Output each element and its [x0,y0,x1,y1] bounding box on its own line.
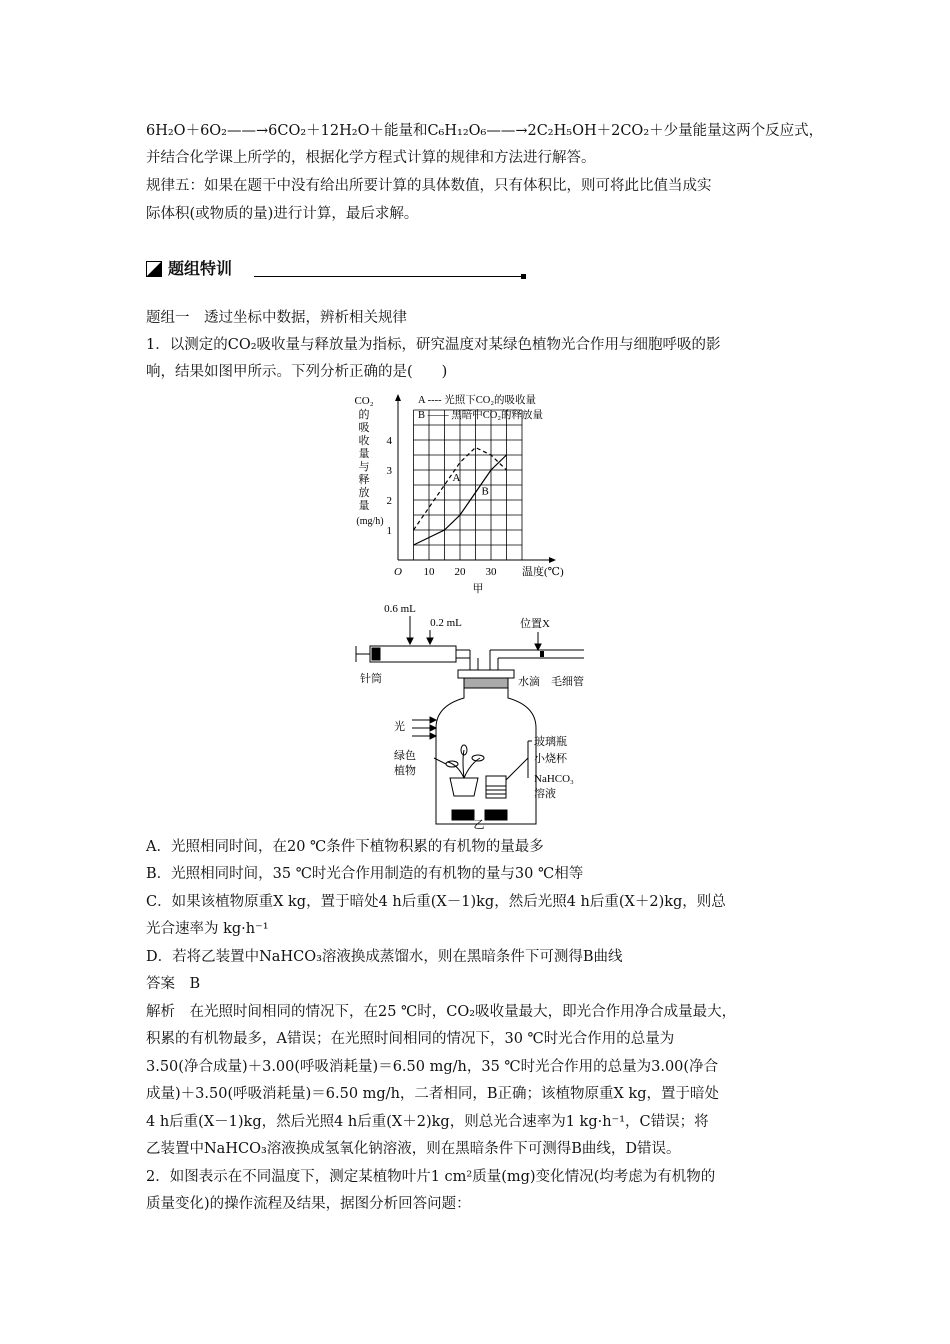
apparatus-caption: 乙 [473,819,485,831]
section-rule-end [521,274,526,279]
x-tick-label: 30 [485,566,497,578]
legend-a: A ---- 光照下CO₂的吸收量 [418,395,536,406]
section-rule [254,276,522,277]
y-label-char: 与 [358,461,370,473]
label-solution: 溶液 [534,788,556,800]
label-syringe: 针筒 [360,673,382,685]
x-axis-label: 温度(℃) [522,566,564,578]
q1-explanation-line-1: 解析 在光照时间相同的情况下，在25 ℃时，CO₂吸收量最大，即光合作用净合成量最大， [146,1004,737,1020]
y-label-char: 吸 [358,422,370,434]
y-label-char: 量 [358,448,370,460]
label-bottle: 玻璃瓶 [534,736,567,748]
label-plant-1: 绿色 [394,750,416,762]
q1-explanation-line-2: 积累的有机物最多，A错误；在光照时间相同的情况下，30 ℃时光合作用的总量为 [146,1031,675,1047]
q1-stem-line-1: 1．以测定的CO₂吸收量与释放量为指标，研究温度对某绿色植物光合作用与细胞呼吸的影 [146,337,721,353]
water-drop [540,651,544,657]
x-tick-label: 20 [454,566,466,578]
label-beaker: 小烧杯 [534,753,567,765]
label-position-x: 位置X [520,618,550,630]
legend-b: B —— 黑暗中CO₂的释放量 [418,410,543,421]
x-tick-label: 10 [423,566,435,578]
y-label-char: 释 [358,474,370,486]
q2-stem-line-1: 2．如图表示在不同温度下，测定某植物叶片1 cm²质量(mg)变化情况(均考虑为有机物的 [146,1169,716,1185]
y-tick-label: 4 [386,435,392,447]
q2-stem-line-2: 质量变化)的操作流程及结果，据图分析回答问题： [146,1196,471,1212]
intro-line-4: 际体积(或物质的量)进行计算，最后求解。 [146,206,419,222]
label-0-6ml: 0.6 mL [384,603,416,615]
q1-option-c-line-1: C．如果该植物原重X kg，置于暗处4 h后重(X－1)kg，然后光照4 h后重(X＋2)kg，则总 [146,894,726,910]
section-triangle-icon [146,261,162,277]
q1-explanation-line-5: 4 h后重(X－1)kg，然后光照4 h后重(X＋2)kg，则总光合速率为1 kg·h⁻¹，C错误；将 [146,1114,709,1130]
q1-explanation-line-6: 乙装置中NaHCO₃溶液换成氢氧化钠溶液，则在黑暗条件下可测得B曲线，D错误。 [146,1141,681,1157]
label-0-2ml: 0.2 mL [430,617,462,629]
q1-explanation-line-3: 3.50(净合成量)＋3.00(呼吸消耗量)＝6.50 mg/h，35 ℃时光合作用的总量为3.00(净合 [146,1059,719,1075]
label-plant-2: 植物 [394,765,416,777]
y-tick-label: 3 [386,465,392,477]
chart-caption: 甲 [472,583,484,595]
series-a-label: A [452,472,461,484]
y-label-char: 量 [358,500,370,512]
section-header [146,258,526,280]
label-light: 光 [394,721,405,733]
y-unit: (mg/h) [356,516,384,527]
q1-option-d: D．若将乙装置中NaHCO₃溶液换成蒸馏水，则在黑暗条件下可测得B曲线 [146,949,623,965]
intro-line-3: 规律五：如果在题干中没有给出所要计算的具体数值，只有体积比，则可将此比值当成实 [146,178,712,194]
label-capillary: 毛细管 [551,676,584,688]
label-water-drop: 水滴 [518,676,540,688]
series-b-label: B [481,485,489,498]
section-title: 题组特训 [168,259,233,278]
q1-option-a: A．光照相同时间，在20 ℃条件下植物积累的有机物的量最多 [146,839,544,855]
q1-stem-line-2: 响，结果如图甲所示。下列分析正确的是( ) [146,364,448,380]
y-label-char: 放 [358,487,370,499]
label-nahco3: NaHCO₃ [534,773,574,785]
figure-jia-chart [340,388,590,596]
x-axis-arrow [549,557,556,563]
q1-answer: 答案 B [146,976,201,992]
y-axis-arrow [395,394,401,401]
y-label-char: 的 [358,409,370,421]
figure-yi-apparatus [338,600,598,832]
origin-label: O [394,566,402,578]
group1-title: 题组一 透过坐标中数据，辨析相关规律 [146,310,407,326]
y-tick-label: 1 [386,525,392,537]
q1-option-c-line-2: 光合速率为 kg·h⁻¹ [146,921,269,937]
q1-explanation-line-4: 成量)＋3.50(呼吸消耗量)＝6.50 mg/h，二者相同，B正确；该植物原重X kg，置于暗处 [146,1086,720,1102]
y-tick-label: 2 [386,495,392,507]
y-label-top: CO₂ [354,395,374,407]
y-label-char: 收 [358,435,370,447]
intro-line-2: 并结合化学课上所学的，根据化学方程式计算的规律和方法进行解答。 [146,150,596,166]
intro-line-1: 6H₂O＋6O₂——→6CO₂＋12H₂O＋能量和C₆H₁₂O₆——→2C₂H₅OH＋2CO₂＋少量能量这两个反应式， [146,123,824,139]
q1-option-b: B．光照相同时间，35 ℃时光合作用制造的有机物的量与30 ℃相等 [146,866,584,882]
